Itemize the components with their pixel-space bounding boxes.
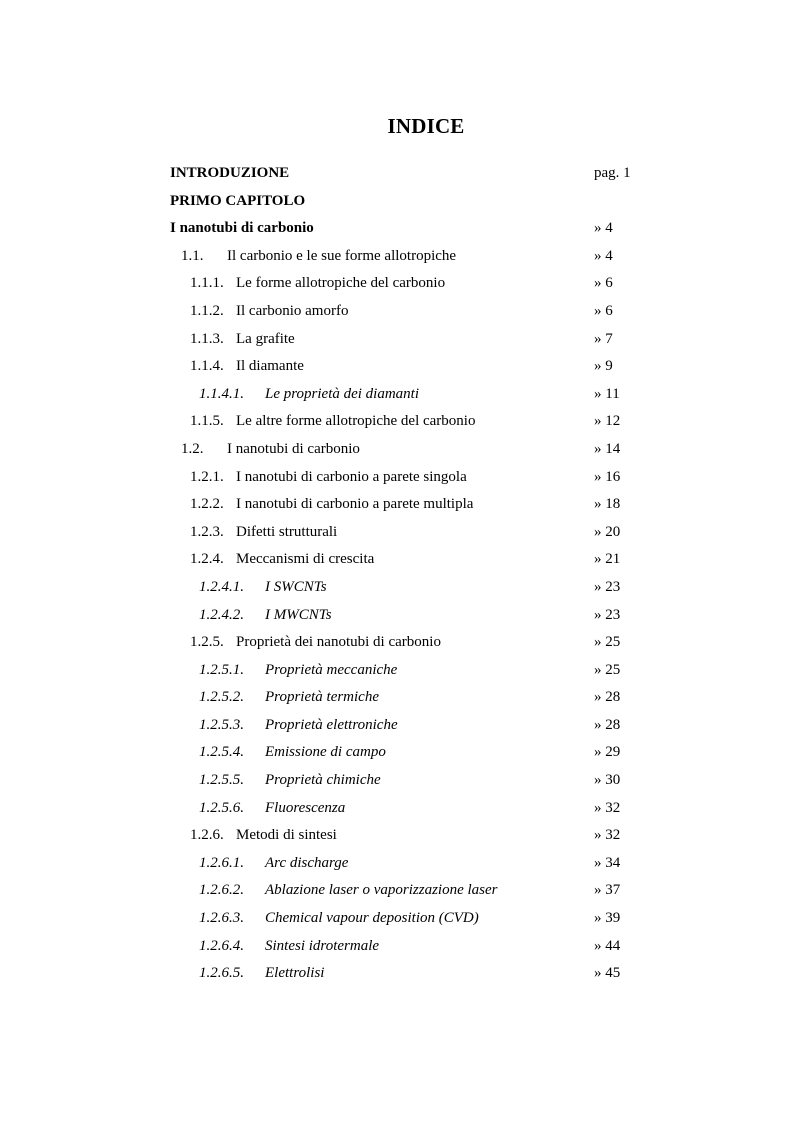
toc-entry-number: 1.1.1. xyxy=(190,275,224,292)
toc-entry-title: La grafite xyxy=(236,330,295,347)
toc-entry-title: Il diamante xyxy=(236,358,304,375)
toc-entry xyxy=(0,160,794,188)
toc-entry xyxy=(0,491,794,519)
toc-entry-number: 1.2.5.1. xyxy=(199,661,244,678)
toc-entry-number: 1.2.6.4. xyxy=(199,937,244,954)
toc-entry xyxy=(0,795,794,823)
toc-entry xyxy=(0,850,794,878)
toc-entry xyxy=(0,298,794,326)
toc-entry-title: Proprietà meccaniche xyxy=(265,661,398,678)
toc-entry-page: » 30 xyxy=(594,772,621,789)
toc-entry-number: 1.2.6.1. xyxy=(199,854,244,871)
toc-entry-page: » 39 xyxy=(594,910,621,927)
toc-entry-title: INTRODUZIONE xyxy=(170,165,290,181)
toc-entry xyxy=(0,767,794,795)
toc-entry xyxy=(0,436,794,464)
toc-entry-page: » 11 xyxy=(594,385,620,402)
toc-entry-title: Il carbonio amorfo xyxy=(236,302,349,319)
toc-entry-number: 1.1.4. xyxy=(190,358,224,375)
toc-entry-page: » 23 xyxy=(594,578,621,595)
toc-entry-page: » 25 xyxy=(594,634,621,651)
toc-entry-page: » 4 xyxy=(594,220,613,237)
toc-entry-title: Il carbonio e le sue forme allotropiche xyxy=(227,247,457,264)
toc-entry-number: 1.1.5. xyxy=(190,413,224,430)
toc-entry-title: Ablazione laser o vaporizzazione laser xyxy=(265,882,498,899)
toc-entry-page: » 20 xyxy=(594,523,621,540)
toc-entry-title: I nanotubi di carbonio a parete multipla xyxy=(236,496,474,513)
toc-entry-number: 1.2.5.6. xyxy=(199,799,244,816)
toc-entry-title: Proprietà chimiche xyxy=(265,772,381,789)
toc-entry-title: Meccanismi di crescita xyxy=(236,551,375,568)
toc-entry-number: 1.2.6.2. xyxy=(199,882,244,899)
toc-entry-number: 1.2.1. xyxy=(190,468,224,485)
toc-entry-page: » 32 xyxy=(594,799,621,816)
toc-entry-title: Chemical vapour deposition (CVD) xyxy=(265,910,479,927)
toc-entry-page: » 7 xyxy=(594,330,613,347)
toc-entry-number: 1.2.3. xyxy=(190,523,224,540)
toc-entry-number: 1.2.6. xyxy=(190,827,224,844)
toc-entry-page: pag. 1 xyxy=(594,165,631,181)
toc-entry xyxy=(0,243,794,271)
toc-entry-title: I nanotubi di carbonio xyxy=(170,220,314,237)
toc-entry xyxy=(0,822,794,850)
toc-entry-title: I nanotubi di carbonio a parete singola xyxy=(236,468,467,485)
toc-entry xyxy=(0,684,794,712)
toc-entry-page: » 32 xyxy=(594,827,621,844)
toc-entry xyxy=(0,933,794,961)
toc-entry-title: Fluorescenza xyxy=(265,799,346,816)
toc-entry-page: » 23 xyxy=(594,606,621,623)
toc-entry xyxy=(0,408,794,436)
toc-entry-number: 1.2.5.3. xyxy=(199,716,244,733)
toc-entry-title: Difetti strutturali xyxy=(236,523,338,540)
toc-entry-title: PRIMO CAPITOLO xyxy=(170,192,306,209)
toc-entry xyxy=(0,326,794,354)
toc-entry xyxy=(0,629,794,657)
toc-entry-page: » 12 xyxy=(594,413,621,430)
toc-entry-page: » 25 xyxy=(594,661,621,678)
toc-entry-title: Arc discharge xyxy=(265,854,349,871)
toc-entry xyxy=(0,519,794,547)
toc-entry-number: 1.2.5.5. xyxy=(199,772,244,789)
toc-entry-page: » 21 xyxy=(594,551,621,568)
toc-entry xyxy=(0,215,794,243)
toc-entry-title: Emissione di campo xyxy=(265,744,386,761)
toc-entry-title: Proprietà termiche xyxy=(265,689,380,706)
toc-entry-number: 1.2.6.5. xyxy=(199,965,244,982)
toc-entry xyxy=(0,381,794,409)
toc-entry xyxy=(0,960,794,988)
toc-entry xyxy=(0,270,794,298)
toc-entry-page: » 14 xyxy=(594,440,621,457)
toc-entry-page: » 16 xyxy=(594,468,621,485)
toc-entry-title: Sintesi idrotermale xyxy=(265,937,380,954)
toc-entry xyxy=(0,574,794,602)
toc-entry-title: Le proprietà dei diamanti xyxy=(265,385,420,402)
toc-entry-number: 1.2.6.3. xyxy=(199,910,244,927)
toc-entry-title: Le altre forme allotropiche del carbonio xyxy=(236,413,476,430)
toc-entry xyxy=(0,739,794,767)
toc-entry-page: » 28 xyxy=(594,689,621,706)
toc-entry-title: Metodi di sintesi xyxy=(236,827,337,844)
toc-entry-number: 1.1.2. xyxy=(190,302,224,319)
toc-entry xyxy=(0,188,794,216)
toc-entry-page: » 37 xyxy=(594,882,621,899)
toc-entry-page: » 18 xyxy=(594,496,621,513)
toc-entry-title: I nanotubi di carbonio xyxy=(227,440,360,457)
toc-entry-title: Elettrolisi xyxy=(265,965,325,982)
toc-entry-page: » 4 xyxy=(594,247,613,264)
toc-entry-title: I SWCNTs xyxy=(265,578,327,595)
toc-entry-number: 1.2.5.2. xyxy=(199,689,244,706)
toc-entry xyxy=(0,657,794,685)
toc-entry-number: 1.2.2. xyxy=(190,496,224,513)
toc-entry xyxy=(0,877,794,905)
toc-entry-number: 1.1.4.1. xyxy=(199,385,244,402)
toc-entry xyxy=(0,546,794,574)
toc-entry xyxy=(0,602,794,630)
toc-entry-page: » 9 xyxy=(594,358,613,375)
toc-entry xyxy=(0,464,794,492)
toc-entry-number: 1.2.4.1. xyxy=(199,578,244,595)
toc-entry xyxy=(0,905,794,933)
toc-entry xyxy=(0,353,794,381)
toc-entry-number: 1.2.5.4. xyxy=(199,744,244,761)
toc-entry-number: 1.2.5. xyxy=(190,634,224,651)
toc-entry-title: Proprietà elettroniche xyxy=(265,716,398,733)
toc-entry-title: Proprietà dei nanotubi di carbonio xyxy=(236,634,441,651)
toc-entry-page: » 6 xyxy=(594,275,613,292)
page-title: INDICE xyxy=(387,114,465,138)
toc-entry-title: Le forme allotropiche del carbonio xyxy=(236,275,446,292)
toc-entry-number: 1.2. xyxy=(181,440,204,457)
table-of-contents xyxy=(0,160,794,988)
toc-entry-title: I MWCNTs xyxy=(265,606,332,623)
toc-entry-number: 1.1. xyxy=(181,247,204,264)
toc-entry-page: » 29 xyxy=(594,744,621,761)
toc-entry-number: 1.1.3. xyxy=(190,330,224,347)
toc-entry-number: 1.2.4. xyxy=(190,551,224,568)
toc-entry-page: » 28 xyxy=(594,716,621,733)
toc-entry-number: 1.2.4.2. xyxy=(199,606,244,623)
toc-entry-page: » 6 xyxy=(594,302,613,319)
toc-entry-page: » 44 xyxy=(594,937,621,954)
toc-entry-page: » 34 xyxy=(594,854,621,871)
toc-entry-page: » 45 xyxy=(594,965,621,982)
toc-entry xyxy=(0,712,794,740)
